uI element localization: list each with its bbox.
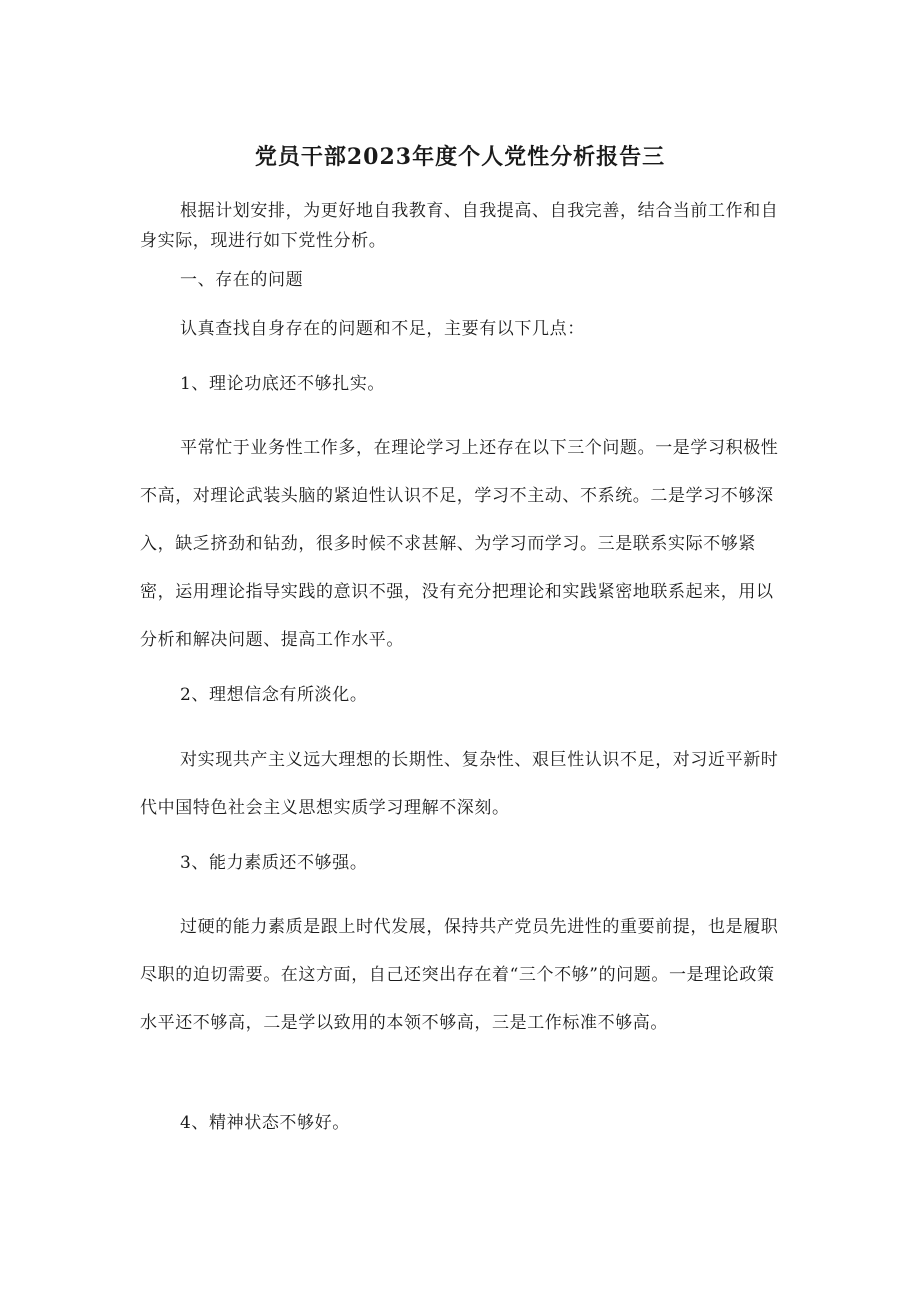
point-1-paragraph: 平常忙于业务性工作多，在理论学习上还存在以下三个问题。一是学习积极性不高，对理论武装头脑的紧迫性认识不足，学习不主动、不系统。二是学习不够深入，缺乏挤劲和钻劲，很多时候不求甚解、为学习而学习。三是联系实际不够紧密，运用理论指导实践的意识不强，没有充分把理论和实践紧密地联系起来，用以分析和解决问题、提高工作水平。 xyxy=(140,438,779,650)
point-4-heading: 4、精神状态不够好。 xyxy=(180,1113,350,1133)
problems-intro-paragraph: 认真查找自身存在的问题和不足，主要有以下几点： xyxy=(180,319,585,339)
point-2-heading: 2、理想信念有所淡化。 xyxy=(180,685,368,705)
intro-paragraph: 根据计划安排，为更好地自我教育、自我提高、自我完善，结合当前工作和自身实际，现进行如下党性分析。 xyxy=(140,201,779,251)
section-heading-problems: 一、存在的问题 xyxy=(180,270,304,290)
document-title: 党员干部2023年度个人党性分析报告三 xyxy=(254,144,666,170)
point-3-paragraph: 过硬的能力素质是跟上时代发展，保持共产党员先进性的重要前提，也是履职尽职的迫切需要。在这方面，自己还突出存在着“三个不够”的问题。一是理论政策水平还不够高，二是学以致用的本领不够高，三是工作标准不够高。 xyxy=(140,917,779,1033)
point-1-heading: 1、理论功底还不够扎实。 xyxy=(180,374,386,394)
point-2-paragraph: 对实现共产主义远大理想的长期性、复杂性、艰巨性认识不足，对习近平新时代中国特色社会主义思想实质学习理解不深刻。 xyxy=(140,750,779,818)
point-3-heading: 3、能力素质还不够强。 xyxy=(180,853,368,873)
